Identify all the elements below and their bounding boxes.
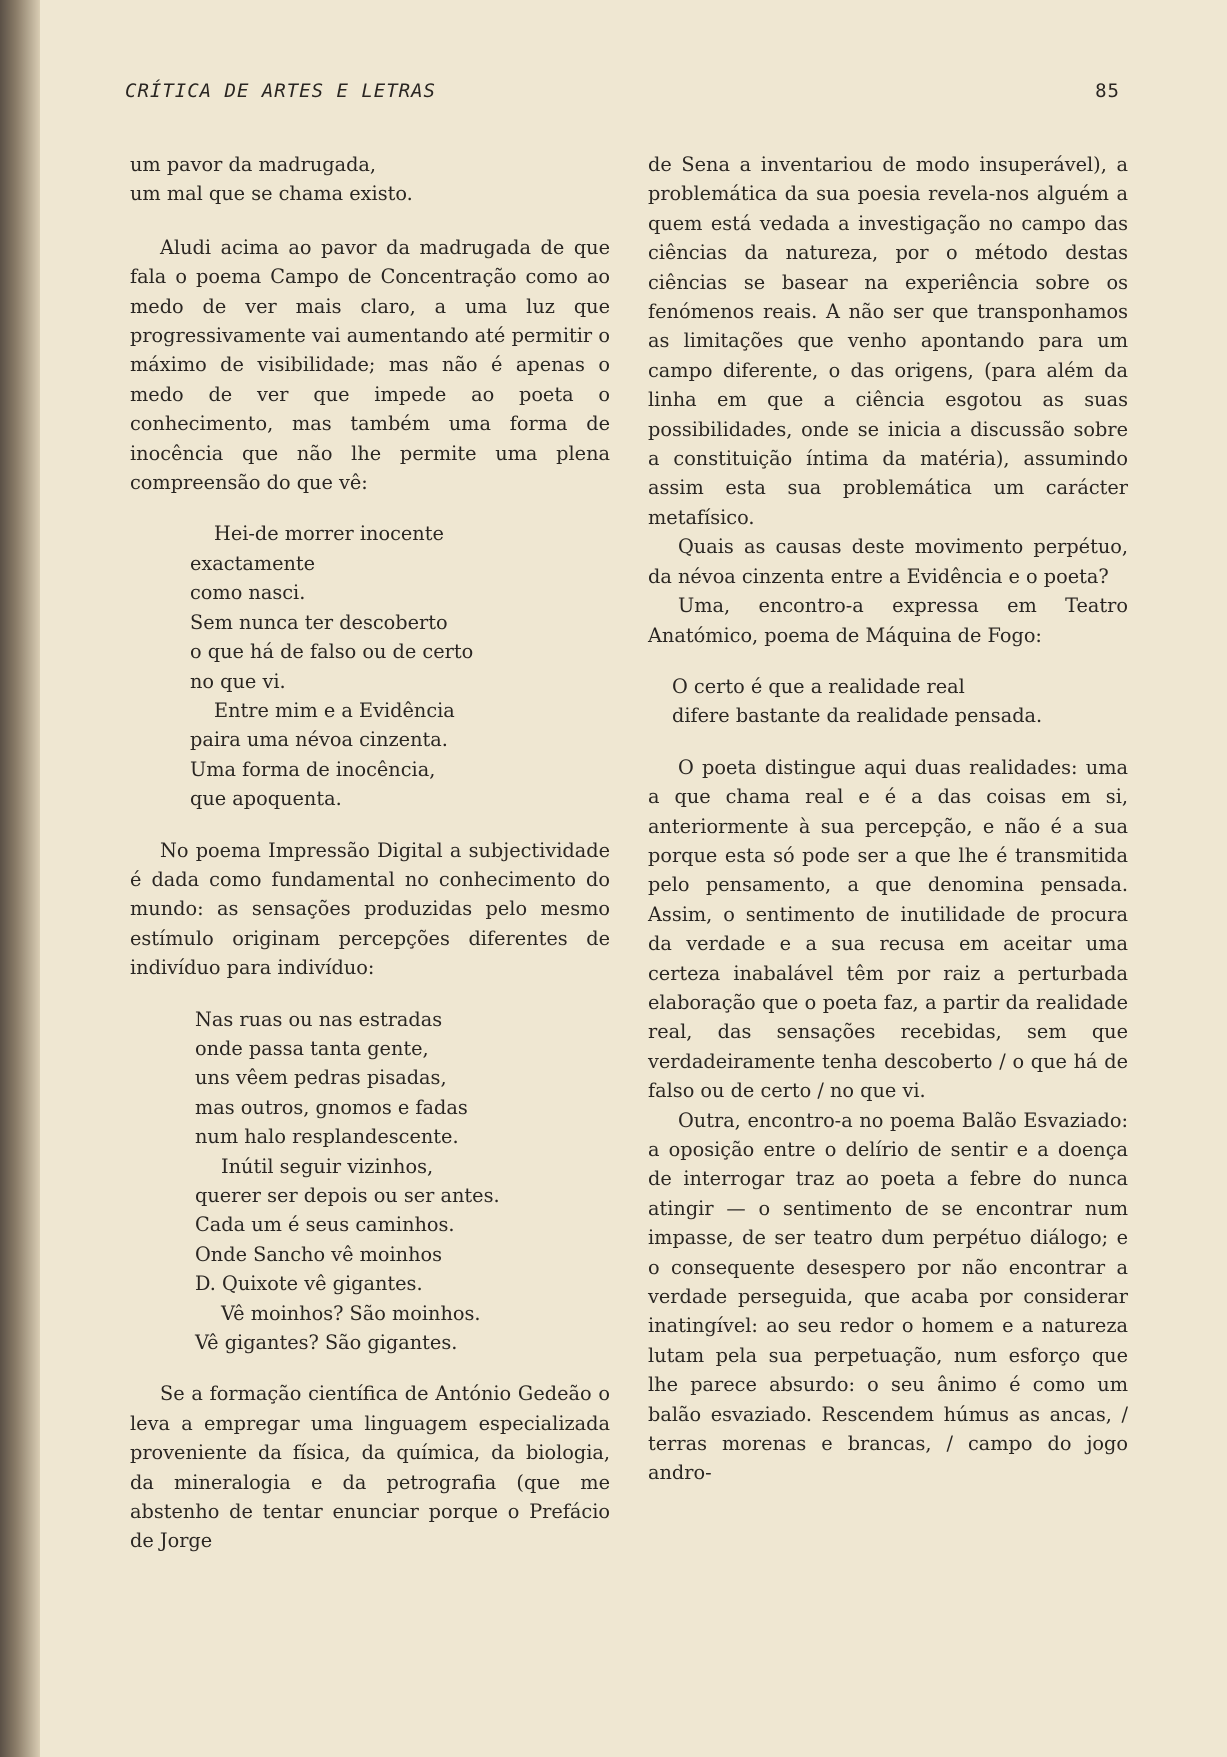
- right-column: [648, 150, 1128, 1488]
- paragraph: Outra, encontro-a no poema Balão Esvaziado: a oposição entre o delírio de sentir e a doença de interrogar traz ao poeta a febre do nunca atingir — o sentimento de se encontrar num impasse, de ser teatro dum perpétuo diálogo; e o consequente desespero por não encontrar a verdade perseguida, que acaba por considerar inatingível: ao seu redor o homem e a natureza lutam pela sua perpetuação, num esforço que lhe parece absurdo: o seu ânimo é como um balão esvaziado. Rescendem húmus as ancas, / terras morenas e brancas, / campo do jogo andro-: [648, 1108, 1128, 1485]
- verse-line: um pavor da madrugada,: [130, 153, 377, 176]
- paragraph: No poema Impressão Digital a subjectividade é dada como fundamental no conhecimento do mundo: as sensações produzidas pelo mesmo estímulo originam percepções diferentes de indivíduo para indivíduo:: [130, 838, 610, 980]
- verse-line: paira uma névoa cinzenta.: [190, 728, 448, 752]
- verse-line: Uma forma de inocência,: [190, 757, 436, 781]
- verse-line: Cada um é seus caminhos.: [195, 1213, 455, 1237]
- paragraph: Uma, encontro-a expressa em Teatro Anatómico, poema de Máquina de Fogo:: [648, 594, 1128, 647]
- verse-line: Inútil seguir vizinhos,: [221, 1154, 434, 1178]
- poem-quote: [672, 672, 1128, 731]
- verse-line: uns vêem pedras pisadas,: [195, 1066, 447, 1090]
- page-number: 85: [1095, 80, 1120, 102]
- verse-line: Nas ruas ou nas estradas: [195, 1007, 443, 1031]
- verse-line: Entre mim e a Evidência: [214, 698, 455, 722]
- paragraph: Quais as causas deste movimento perpétuo, da névoa cinzenta entre a Evidência e o poeta?: [648, 535, 1128, 588]
- verse-line: no que vi.: [190, 669, 286, 693]
- verse-line: num halo resplandescente.: [195, 1125, 459, 1149]
- verse-line: o que há de falso ou de certo: [190, 640, 474, 664]
- verse-line: mas outros, gnomos e fadas: [195, 1095, 468, 1119]
- paragraph: de Sena a inventariou de modo insuperável), a problemática da sua poesia revela-nos alguém a quem está vedada a investigação no campo das ciências da natureza, por o método destas ciências se basear na experiência sobre os fenómenos reais. A não ser que transponhamos as limitações que venho apontando para um campo diferente, o das origens, (para além da linha em que a ciência esgotou as suas possibilidades, onde se inicia a discussão sobre a constituição íntima da matéria), assumindo assim esta sua problemática um carácter metafísico.: [648, 153, 1128, 529]
- book-gutter: [0, 0, 40, 1757]
- paragraph: Aludi acima ao pavor da madrugada de que fala o poema Campo de Concentração como ao medo de ver mais claro, a uma luz que progressivamente vai aumentando até permitir o máximo de visibilidade; mas não é apenas o medo de ver que impede ao poeta o conhecimento, mas também uma forma de inocência que não lhe permite uma plena compreensão do que vê:: [130, 235, 610, 495]
- verse-line: que apoquenta.: [190, 787, 342, 811]
- poem-quote: [190, 519, 610, 813]
- verse-line: Sem nunca ter descoberto: [190, 610, 448, 634]
- verse-line: exactamente: [190, 551, 316, 575]
- verse-line: D. Quixote vê gigantes.: [195, 1272, 423, 1296]
- running-header: [125, 80, 1120, 114]
- verse-line: Vê moinhos? São moinhos.: [221, 1301, 481, 1325]
- verse-line: O certo é que a realidade real: [672, 674, 965, 698]
- verse-line: onde passa tanta gente,: [195, 1036, 429, 1060]
- verse-line: como nasci.: [190, 581, 306, 605]
- verse-line: Hei-de morrer inocente: [214, 522, 444, 546]
- left-column: [130, 150, 610, 1556]
- poem-quote: [195, 1005, 610, 1358]
- verse-line: Vê gigantes? São gigantes.: [195, 1331, 458, 1355]
- verse-stanza: [130, 150, 610, 209]
- running-title: CRÍTICA DE ARTES E LETRAS: [125, 80, 436, 102]
- paragraph: Se a formação científica de António Gedeão o leva a empregar uma linguagem especializada proveniente da física, da química, da biologia, da mineralogia e da petrografia (que me abstenho de tentar enunciar porque o Prefácio de Jorge: [130, 1382, 610, 1553]
- verse-line: um mal que se chama existo.: [130, 182, 413, 206]
- verse-line: querer ser depois ou ser antes.: [195, 1184, 500, 1207]
- verse-line: difere bastante da realidade pensada.: [672, 704, 1043, 728]
- paragraph: O poeta distingue aqui duas realidades: uma a que chama real e é a das coisas em si, anteriormente à sua percepção, e não é a sua porque esta só pode ser a que lhe é transmitida pelo pensamento, a que denomina pensada. Assim, o sentimento de inutilidade de procura da verdade e a sua recusa em aceitar uma certeza inabalável têm por raiz a perturbada elaboração que o poeta faz, a partir da realidade real, das sensações recebidas, sem que verdadeiramente tenha descoberto / o que há de falso ou de certo / no que vi.: [648, 755, 1128, 1103]
- verse-line: Onde Sancho vê moinhos: [195, 1242, 443, 1266]
